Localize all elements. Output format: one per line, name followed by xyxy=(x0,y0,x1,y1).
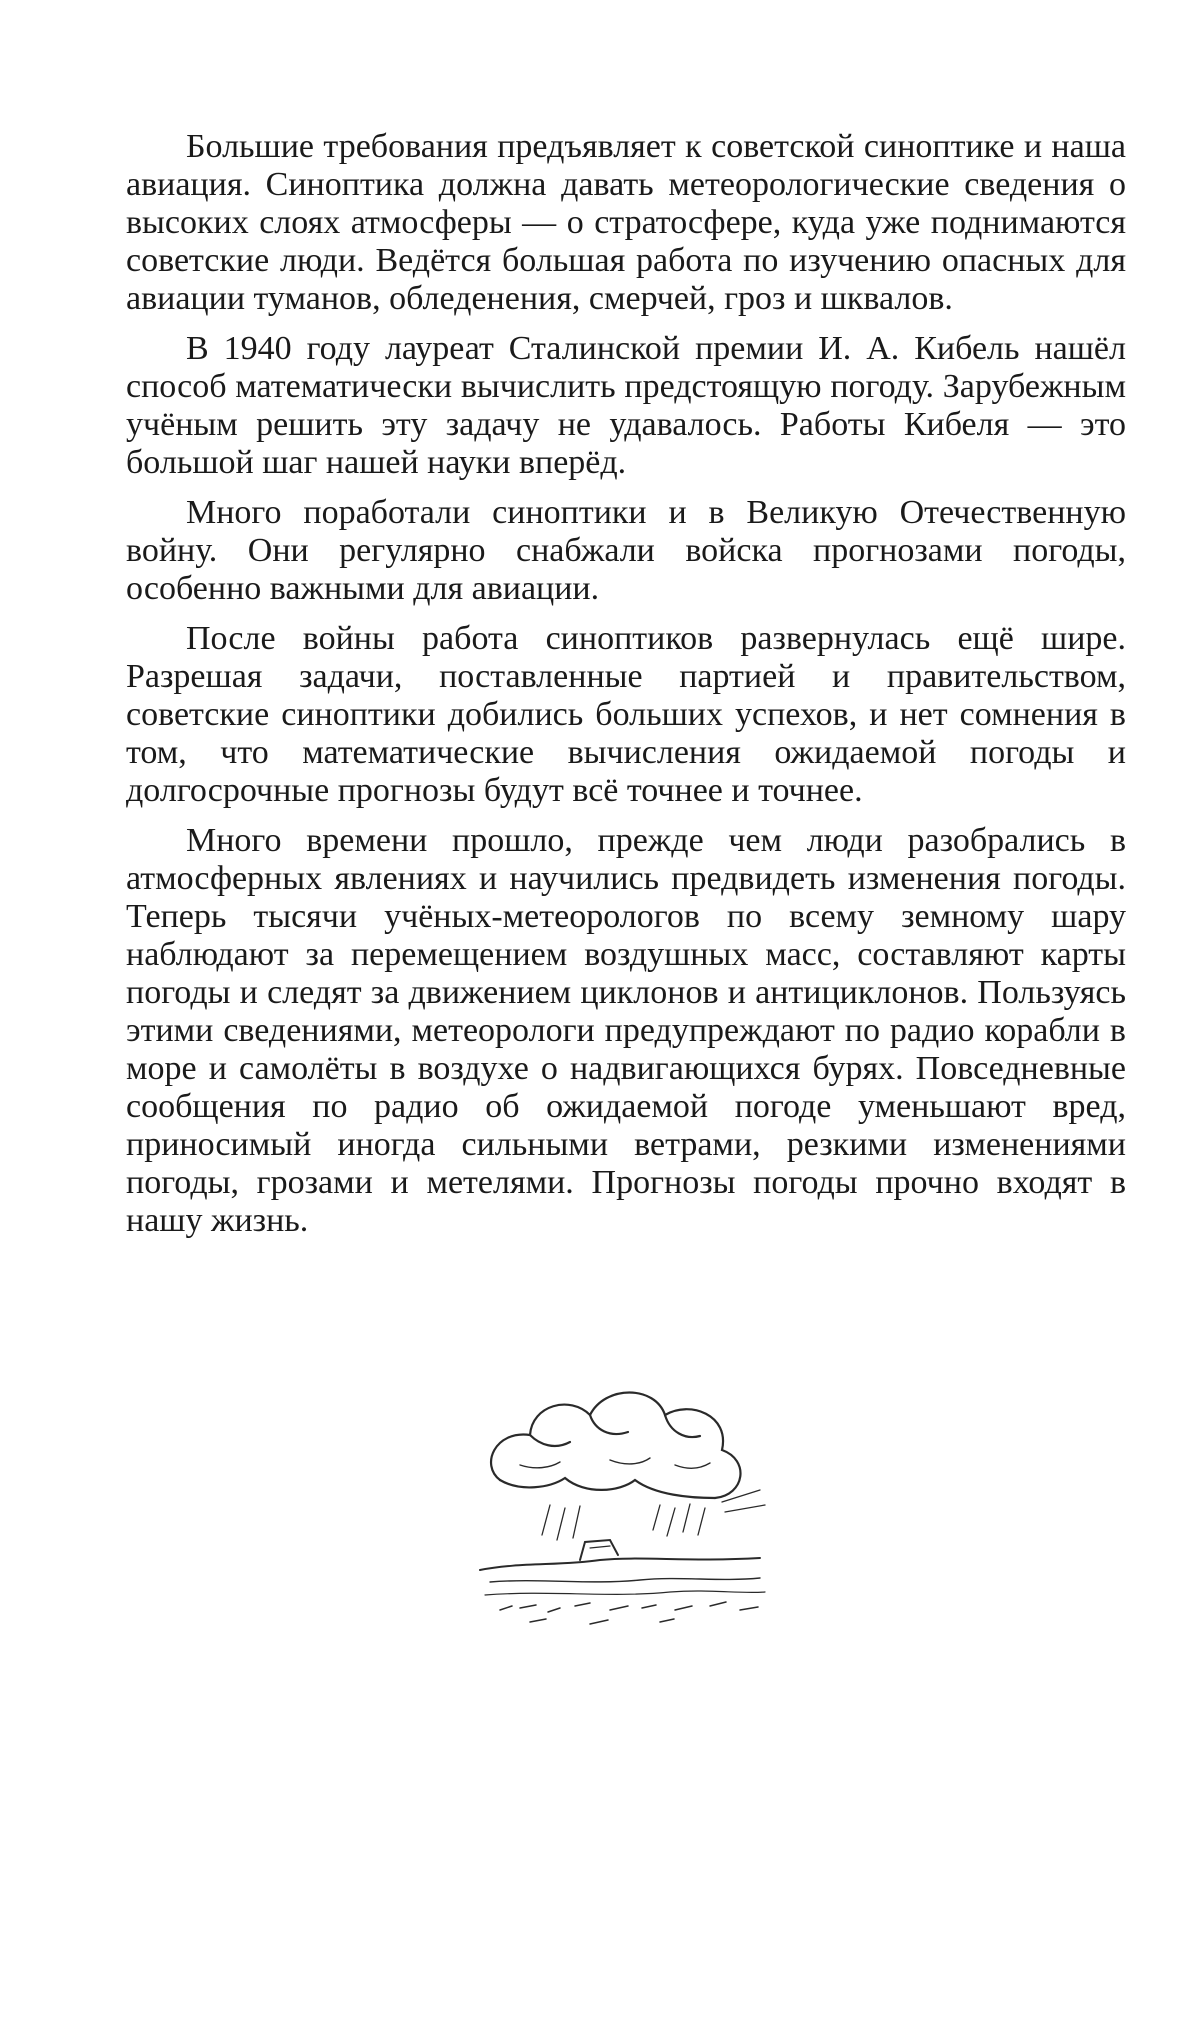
grass-strokes xyxy=(500,1602,758,1624)
body-text xyxy=(126,128,1126,1252)
paragraph-4: После войны работа синоптиков развернулась ещё шире. Разрешая задачи, поставленные партией и правительством, советские синоптики добились больших успехов, и нет сомнения в том, что математические вычисления ожидаемой погоды и долгосрочные прогнозы будут всё точнее и точнее. xyxy=(126,620,1126,809)
landscape-sketch xyxy=(480,1540,765,1595)
rain-hatching xyxy=(542,1490,765,1540)
paragraph-3: Много поработали синоптики и в Великую Отечественную войну. Они регулярно снабжали войска прогнозами погоды, особенно важными для авиации. xyxy=(126,494,1126,607)
paragraph-2: В 1940 году лауреат Сталинской премии И. А. Кибель нашёл способ математически вычислить предстоящую погоду. Зарубежным учёным решить эту задачу не удавалось. Работы Кибеля — это большой шаг нашей науки вперёд. xyxy=(126,330,1126,481)
paragraph-5: Много времени прошло, прежде чем люди разобрались в атмосферных явлениях и научились предвидеть изменения погоды. Теперь тысячи учёных-метеорологов по всему земному шару наблюдают за перемещением воздушных масс, составляют карты погоды и следят за движением циклонов и антициклонов. Пользуясь этими сведениями, метеорологи предупреждают по радио корабли в море и самолёты в воздухе о надвигающихся бурях. Повседневные сообщения по радио об ожидаемой погоде уменьшают вред, приносимый иногда сильными ветрами, резкими изменениями погоды, грозами и метелями. Прогнозы погоды прочно входят в нашу жизнь. xyxy=(126,822,1126,1239)
cloud-landscape-illustration xyxy=(460,1370,780,1640)
paragraph-1: Большие требования предъявляет к советской синоптике и наша авиация. Синоптика должна давать метеорологические сведения о высоких слоях атмосферы — о стратосфере, куда уже поднимаются советские люди. Ведётся большая работа по изучению опасных для авиации туманов, обледенения, смерчей, гроз и шквалов. xyxy=(126,128,1126,317)
cloud-sketch xyxy=(491,1393,740,1499)
